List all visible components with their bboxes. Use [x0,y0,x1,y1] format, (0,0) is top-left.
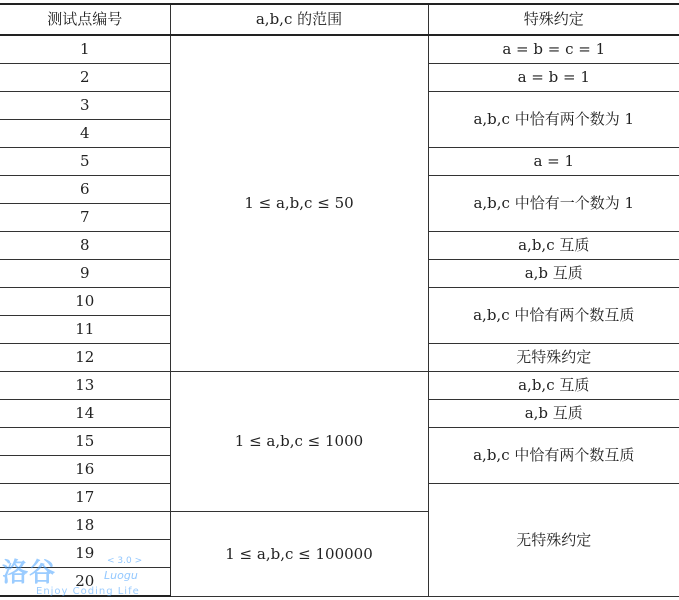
subtask-table [0,3,679,597]
table-row [0,35,679,64]
test-id-cell: 14 [0,400,170,428]
test-id-cell: 16 [0,456,170,484]
range-cell: 1 ≤ a,b,c ≤ 100000 [170,512,428,597]
convention-cell: a,b 互质 [428,400,679,428]
header-convention: 特殊约定 [428,4,679,35]
convention-cell: a,b,c 中恰有一个数为 1 [428,176,679,232]
test-id-cell: 9 [0,260,170,288]
convention-cell: a = b = c = 1 [428,35,679,64]
convention-cell: a,b,c 中恰有两个数为 1 [428,92,679,148]
test-id-cell: 19 [0,540,170,568]
convention-cell: a,b,c 中恰有两个数互质 [428,288,679,344]
convention-cell: a,b,c 中恰有两个数互质 [428,428,679,484]
test-id-cell: 12 [0,344,170,372]
test-id-cell: 8 [0,232,170,260]
test-id-cell: 1 [0,35,170,64]
test-id-cell: 20 [0,568,170,597]
test-id-cell: 3 [0,92,170,120]
range-cell: 1 ≤ a,b,c ≤ 50 [170,35,428,372]
watermark-version: < 3.0 > [107,556,143,566]
table-row [0,372,679,400]
watermark-name: Luogu [104,569,138,582]
watermark-tagline: Enjoy Coding Life [36,586,140,597]
convention-cell: 无特殊约定 [428,344,679,372]
test-id-cell: 10 [0,288,170,316]
table-body [0,35,679,596]
test-id-cell: 15 [0,428,170,456]
header-test-id: 测试点编号 [0,4,170,35]
test-id-cell: 18 [0,512,170,540]
test-id-cell: 6 [0,176,170,204]
range-cell: 1 ≤ a,b,c ≤ 1000 [170,372,428,512]
convention-cell: a,b,c 互质 [428,372,679,400]
test-id-cell: 2 [0,64,170,92]
test-id-cell: 4 [0,120,170,148]
header-range: a,b,c 的范围 [170,4,428,35]
test-id-cell: 17 [0,484,170,512]
test-id-cell: 7 [0,204,170,232]
convention-cell: a = b = 1 [428,64,679,92]
test-id-cell: 13 [0,372,170,400]
luogu-logo: 洛谷 [2,558,57,588]
header-row [0,4,679,35]
convention-cell: a,b,c 互质 [428,232,679,260]
convention-cell: a,b 互质 [428,260,679,288]
convention-cell: 无特殊约定 [428,484,679,597]
convention-cell: a = 1 [428,148,679,176]
test-id-cell: 5 [0,148,170,176]
test-id-cell: 11 [0,316,170,344]
